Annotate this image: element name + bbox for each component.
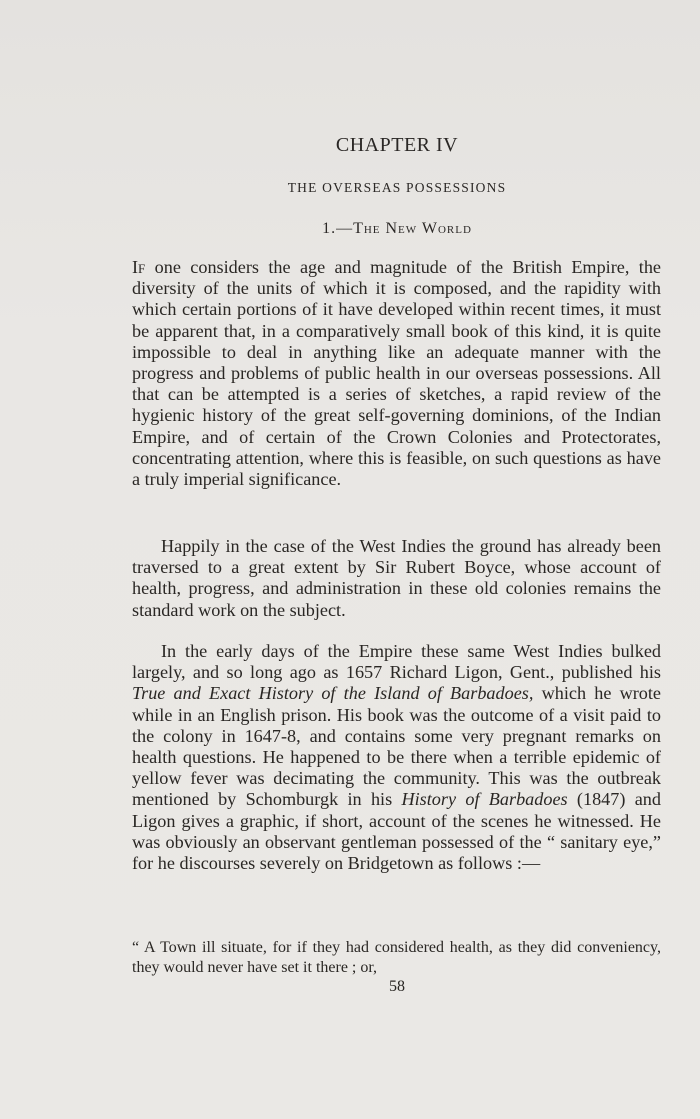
book-title-true-and-exact-history: True and Exact History of the Island of Barbadoes,	[132, 683, 534, 704]
paragraph-3	[132, 641, 661, 874]
book-title-history-of-barbadoes: History of Barbadoes	[401, 789, 568, 810]
section-title: THE OVERSEAS POSSESSIONS	[287, 180, 507, 195]
paragraph-1	[132, 257, 661, 490]
paragraph-3-text-b: which he wrote while in an English prison. His book was the outcome of a visit paid to the colony in 1647-8, and contains some very pregnant remarks on health questions. He happened to be there when a terrible epidemic of yellow fever was decimating the community. This was the outbreak mentioned by Schomburgk in his	[132, 683, 661, 810]
page-number: 58	[389, 978, 405, 995]
block-quote: “ A Town ill situate, for if they had considered health, as they did conveniency, they would never have set it there ; or,	[132, 939, 661, 976]
paragraph-lead-word: If	[132, 257, 146, 277]
subsection-title: 1.—The New World	[322, 220, 472, 237]
paragraph-2-text: Happily in the case of the West Indies the ground has already been traversed to a great extent by Sir Rubert Boyce, whose account of health, progress, and administration in these old colonies remains the standard work on the subject.	[132, 536, 661, 620]
paragraph-3-text-c: (1847) and Ligon gives a graphic, if short, account of the scenes he witnessed. He was obviously an observant gentleman possessed of the “ sanitary eye,” for he discourses severely on Bridgetown as follows :—	[132, 789, 661, 874]
paragraph-1-text: one considers the age and magnitude of the British Empire, the diversity of the units of which it is composed, and the rapidity with which certain portions of it have developed within recent times, it must be apparent that, in a comparatively small book of this kind, it is quite impossible to deal in anything like an adequate manner with the progress and problems of public health in our overseas possessions. All that can be attempted is a series of sketches, a rapid review of the hygienic history of the great self-governing dominions, of the Indian Empire, and of certain of the Crown Colonies and Protectorates, concentrating attention, where this is feasible, on such questions as have a truly imperial significance.	[132, 257, 661, 490]
paragraph-3-text-a: In the early days of the Empire these same West Indies bulked largely, and so long ago as 1657 Richard Ligon, Gent., published his	[132, 641, 661, 683]
chapter-title: CHAPTER IV	[335, 134, 459, 156]
paragraph-2	[132, 536, 661, 621]
